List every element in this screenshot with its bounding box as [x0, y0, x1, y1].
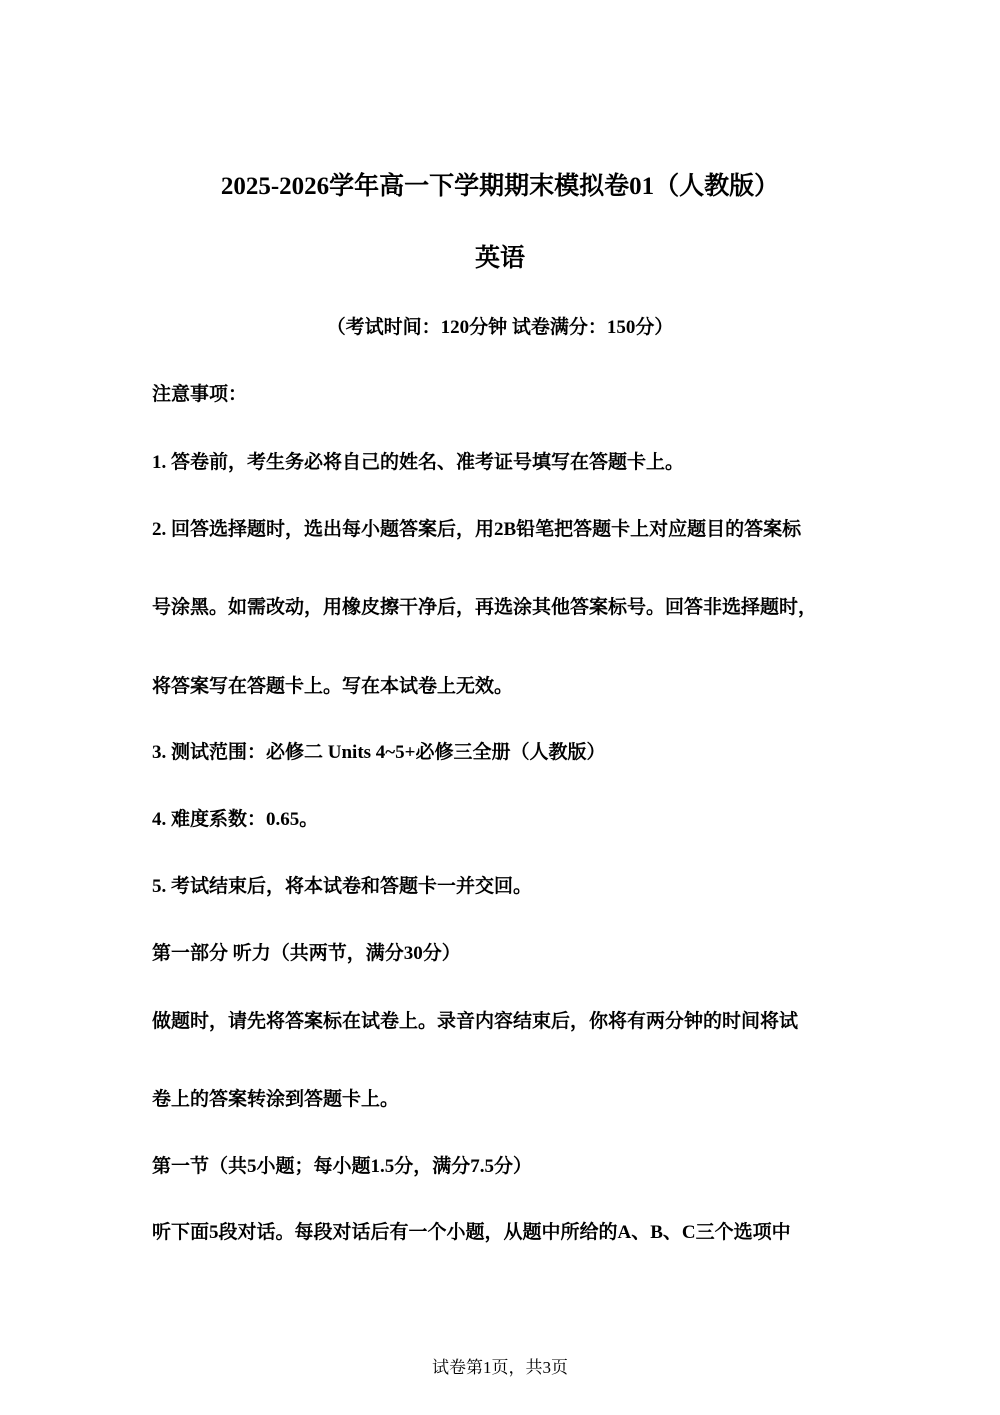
part1-instruction-line-2: 卷上的答案转涂到答题卡上。: [152, 1089, 400, 1110]
section1-heading: 第一节（共5小题；每小题1.5分，满分7.5分）: [152, 1156, 533, 1177]
exam-title: 2025-2026学年高一下学期期末模拟卷01（人教版）: [220, 173, 780, 200]
notice-item-4: 4. 难度系数：0.65。: [152, 809, 319, 830]
notice-item-1: 1. 答卷前，考生务必将自己的姓名、准考证号填写在答题卡上。: [152, 452, 685, 473]
notice-item-2-line-3: 将答案写在答题卡上。写在本试卷上无效。: [152, 676, 514, 697]
notice-heading: 注意事项：: [152, 384, 248, 405]
section1-instruction: 听下面5段对话。每段对话后有一个小题，从题中所给的A、B、C三个选项中: [152, 1222, 791, 1243]
notice-item-2-line-1: 2. 回答选择题时，选出每小题答案后，用2B铅笔把答题卡上对应题目的答案标: [152, 519, 802, 540]
notice-item-3: 3. 测试范围：必修二 Units 4~5+必修三全册（人教版）: [152, 742, 606, 763]
subject-title: 英语: [474, 245, 525, 272]
exam-info: （考试时间：120分钟 试卷满分：150分）: [326, 317, 674, 338]
page-footer: 试卷第1页，共3页: [432, 1358, 568, 1377]
part1-instruction-line-1: 做题时，请先将答案标在试卷上。录音内容结束后，你将有两分钟的时间将试: [152, 1011, 799, 1032]
part1-heading: 第一部分 听力（共两节，满分30分）: [152, 943, 461, 964]
notice-item-2-line-2: 号涂黑。如需改动，用橡皮擦干净后，再选涂其他答案标号。回答非选择题时，: [152, 597, 818, 618]
notice-item-5: 5. 考试结束后，将本试卷和答题卡一并交回。: [152, 876, 533, 897]
